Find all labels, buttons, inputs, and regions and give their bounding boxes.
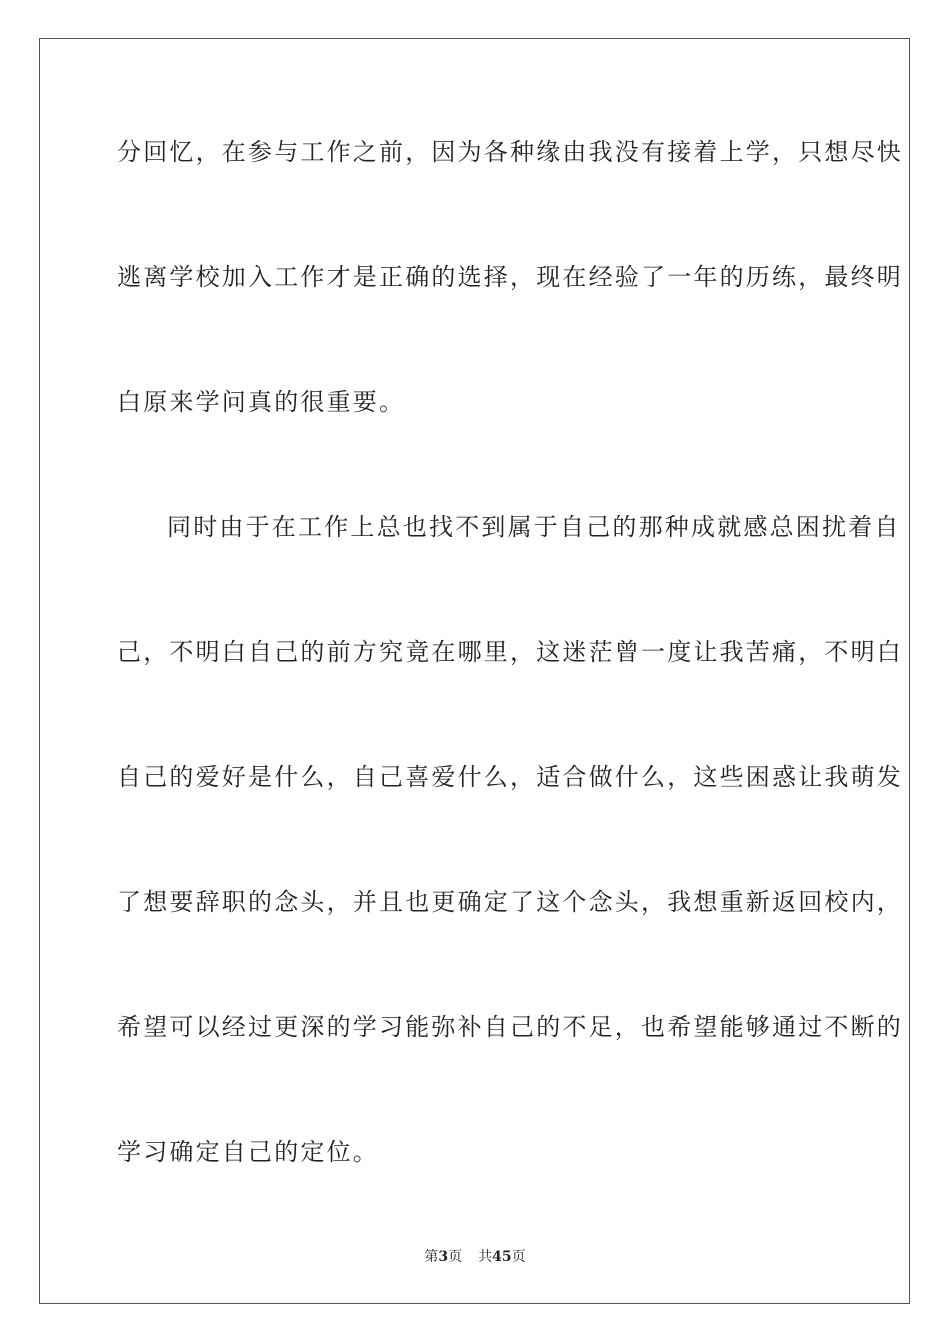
total-pages: 45 bbox=[492, 1249, 512, 1265]
body-text-line-5: 己，不明白自己的前方究竟在哪里，这迷茫曾一度让我苦痛，不明白 bbox=[117, 638, 903, 666]
page-footer bbox=[0, 1248, 950, 1266]
total-suffix: 页 bbox=[511, 1249, 526, 1265]
body-text-line-6: 自己的爱好是什么，自己喜爱什么，适合做什么，这些困惑让我萌发 bbox=[117, 763, 903, 791]
page-border bbox=[39, 38, 910, 1304]
body-text-line-2: 逃离学校加入工作才是正确的选择，现在经验了一年的历练，最终明 bbox=[117, 263, 903, 291]
body-text-line-7: 了想要辞职的念头，并且也更确定了这个念头，我想重新返回校内， bbox=[117, 888, 903, 916]
body-text-line-4: 同时由于在工作上总也找不到属于自己的那种成就感总困扰着自 bbox=[167, 513, 901, 541]
page-suffix: 页 bbox=[448, 1249, 463, 1265]
body-text-line-8: 希望可以经过更深的学习能弥补自己的不足，也希望能够通过不断的 bbox=[117, 1013, 903, 1041]
body-text-line-3: 白原来学问真的很重要。 bbox=[117, 388, 406, 416]
body-text-line-9: 学习确定自己的定位。 bbox=[117, 1138, 379, 1166]
body-text-line-1: 分回忆，在参与工作之前，因为各种缘由我没有接着上学，只想尽快 bbox=[117, 138, 903, 166]
total-prefix: 共 bbox=[478, 1249, 493, 1265]
page-number: 3 bbox=[438, 1249, 449, 1265]
page-prefix: 第 bbox=[424, 1249, 439, 1265]
